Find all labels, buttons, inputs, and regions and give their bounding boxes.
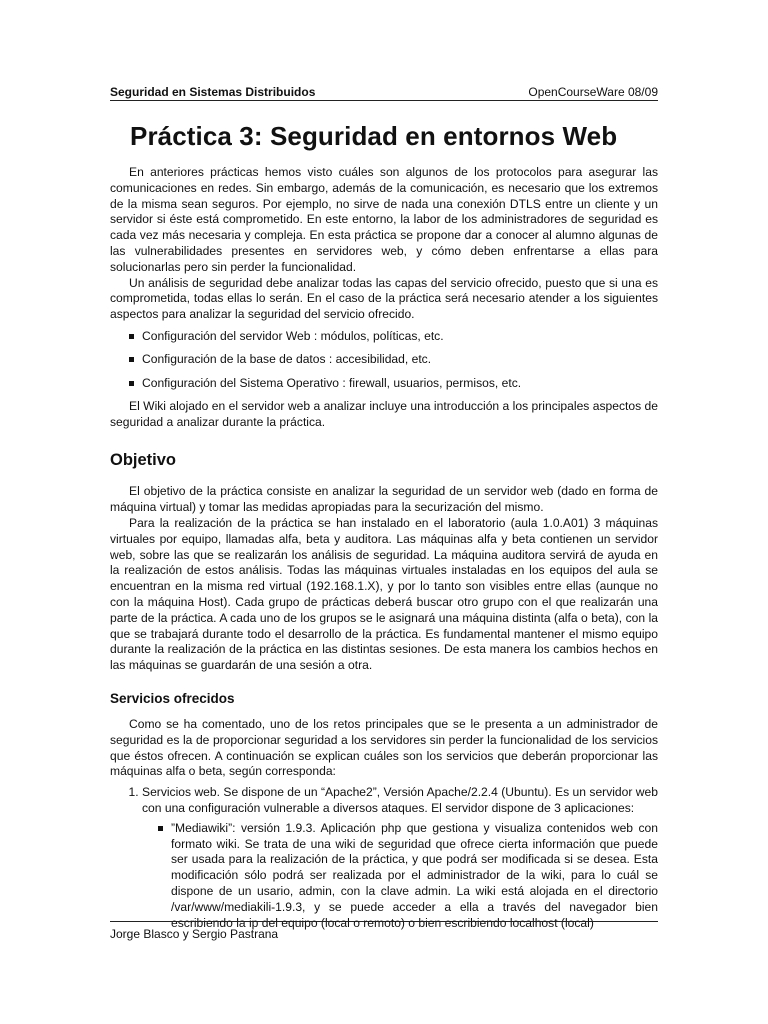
aspects-list — [110, 329, 658, 391]
document-body — [110, 165, 658, 931]
subsection-heading-servicios: Servicios ofrecidos — [110, 691, 235, 707]
intro-paragraph-1: En anteriores prácticas hemos visto cuáles son algunos de los protocolos para asegurar las comunicaciones en redes. Sin embargo, además de la comunicación, es necesario que los extremos de la misma sean seguros. Por ejemplo, no sirve de nada una conexión DTLS entre un cliente y un servidor si éste está comprometido. En este entorno, la labor de los administradores de seguridad es cada vez más necesaria y compleja. En esta práctica se propone dar a conocer al alumno algunas de las vulnerabilidades presentes en servidores web, y cómo deben enfrentarse a ellas para solucionarlas pero sin perder la funcionalidad. — [110, 165, 658, 274]
list-item: Configuración de la base de datos : accesibilidad, etc. — [129, 352, 658, 368]
intro-paragraph-3: El Wiki alojado en el servidor web a analizar incluye una introducción a los principales aspectos de seguridad a analizar durante la práctica. — [110, 398, 658, 429]
service-item-web: Servicios web. Se dispone de un “Apache2”, Versión Apache/2.2.4 (Ubuntu). Es un servidor web con una configuración vulnerable a diversos ataques. El servidor dispone de 3 aplicaciones: — [142, 785, 658, 815]
web-apps-list — [142, 821, 658, 932]
header-course-title: Seguridad en Sistemas Distribuidos — [110, 85, 316, 99]
section-heading-objetivo: Objetivo — [110, 451, 177, 470]
list-item — [142, 785, 658, 931]
running-header — [110, 84, 658, 101]
header-edition: OpenCourseWare 08/09 — [528, 85, 658, 99]
objetivo-paragraph-1: El objetivo de la práctica consiste en analizar la seguridad de un servidor web (dado en forma de máquina virtual) y tomar las medidas apropiadas para la securización del mismo. — [110, 484, 658, 515]
list-item: Configuración del Sistema Operativo : firewall, usuarios, permisos, etc. — [129, 376, 658, 392]
services-list — [110, 785, 658, 931]
footer-authors: Jorge Blasco y Sergio Pastrana — [110, 927, 279, 941]
page-title: Práctica 3: Seguridad en entornos Web — [130, 121, 618, 151]
intro-paragraph-2: Un análisis de seguridad debe analizar todas las capas del servicio ofrecido, puesto que si una es comprometida, todas ellas lo serán. En el caso de la práctica será necesario atender a los siguientes aspectos para analizar la seguridad del servicio ofrecido. — [110, 275, 658, 322]
servicios-paragraph-1: Como se ha comentado, uno de los retos principales que se le presenta a un administrador de seguridad es la de proporcionar seguridad a los servidores sin perder la funcionalidad de los servicios que éstos ofrecen. A continuación se explican cuáles son los servicios que deberán proporcionar las máquinas alfa o beta, según corresponda: — [110, 717, 658, 779]
objetivo-paragraph-2: Para la realización de la práctica se han instalado en el laboratorio (aula 1.0.A01) 3 máquinas virtuales por equipo, llamadas alfa, beta y auditora. Las máquinas alfa y beta contienen un servidor web, sobre las que se realizarán los análisis de seguridad. La máquina auditora servirá de ayuda en la realización de estos análisis. Todas las máquinas virtuales instaladas en los equipos del aula se encuentran en la misma red virtual (192.168.1.X), y por lo tanto son visibles entre ellas (aunque no con la máquina Host). Cada grupo de prácticas deberá buscar otro grupo con el que realizarán una parte de la práctica. A cada uno de los grupos se le asignará una máquina distinta (alfa o beta), con la que se trabajará durante todo el desarrollo de la práctica. Es fundamental mantener el mismo equipo durante la realización de la práctica en las distintas sesiones. De esta manera los cambios hechos en las máquinas se guardarán de una sesión a otra. — [110, 516, 658, 673]
list-item: Configuración del servidor Web : módulos, políticas, etc. — [129, 329, 658, 345]
list-item: ”Mediawiki”: versión 1.9.3. Aplicación php que gestiona y visualiza contenidos web con formato wiki. Se trata de una wiki de seguridad que ofrece cierta información que puede ser usada para la realización de la práctica, y que podrá ser modificada si se desea. Esta modificación sólo podrá ser realizada por el administrador de la wiki, para lo cuál se dispone de un usario, admin, con la clave admin. La wiki está alojada en el directorio /var/www/mediakili-1.9.3, y se puede acceder a ella a través del navegador bien escribiendo la ip del equipo (local o remoto) o bien escribiendo localhost (local) — [158, 821, 658, 932]
page-footer — [110, 921, 658, 942]
